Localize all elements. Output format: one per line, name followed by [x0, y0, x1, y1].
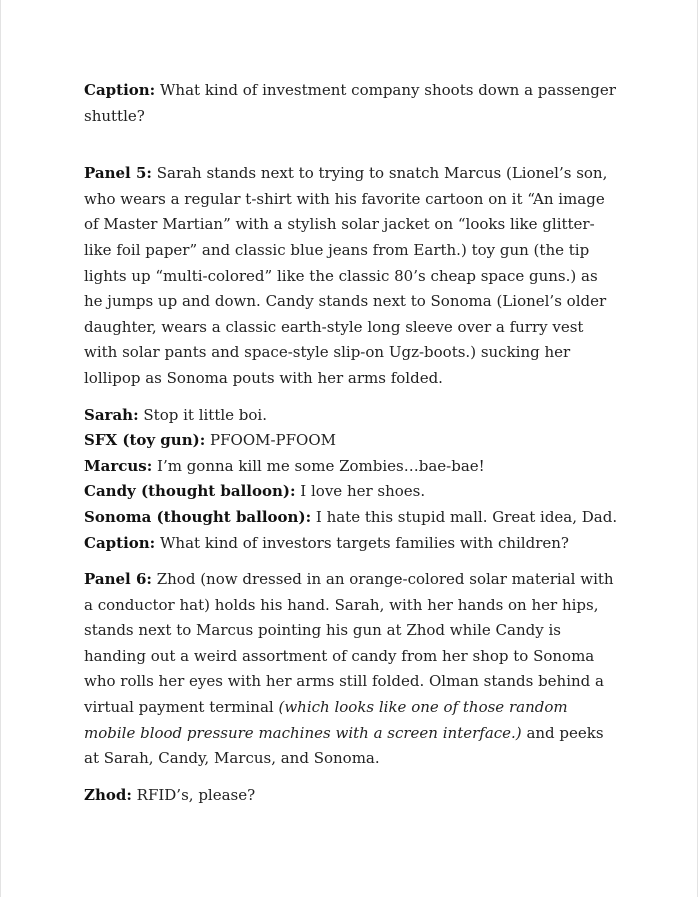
speaker-label: Marcus: [84, 456, 153, 475]
dialogue-text: I hate this stupid mall. Great idea, Dad. [311, 507, 618, 526]
caption-paragraph [84, 78, 618, 129]
dialogue-line [84, 783, 618, 809]
caption-label: Caption: [84, 81, 156, 99]
panel-6-italic-note: (which looks like one of those random mobile blood pressure machines with a screen interface.) [84, 698, 568, 742]
panel-5-label: Panel 5: [84, 164, 152, 183]
panel-6-label: Panel 6: [84, 570, 152, 589]
speaker-label: Candy (thought balloon): [84, 482, 296, 501]
panel-6-text-end: and peeks at Sarah, Candy, Marcus, and Sonoma. [84, 723, 604, 768]
caption-text: What kind of investment company shoots down a passenger shuttle? [84, 81, 616, 125]
speaker-label: SFX (toy gun): [84, 431, 206, 450]
dialogue-text: Stop it little boi. [138, 405, 267, 424]
script-body [84, 78, 618, 808]
panel-5-dialogue [84, 403, 618, 557]
dialogue-line [84, 428, 618, 454]
dialogue-text: RFID’s, please? [131, 785, 256, 804]
panel-6-text: Zhod (now dressed in an orange-colored solar material with a conductor hat) holds his hand. Sarah, with her hands on her hips, stands next to Marcus pointing his gun at Zhod while Candy is handing out a weird assortment of candy from her shop to Sonoma who rolls her eyes with her arms still folded. Olman stands behind a virtual payment terminal [84, 570, 614, 717]
dialogue-text: I love her shoes. [295, 482, 426, 501]
panel-6-paragraph [84, 567, 618, 772]
dialogue-text: PFOOM-PFOOM [205, 431, 336, 450]
speaker-label: Sarah: [84, 405, 139, 424]
caption-text: What kind of investors targets families with children? [155, 533, 569, 552]
dialogue-line [84, 479, 618, 505]
dialogue-line [84, 403, 618, 429]
dialogue-text: I’m gonna kill me some Zombies…bae-bae! [152, 456, 485, 475]
speaker-label: Sonoma (thought balloon): [84, 507, 312, 526]
caption-label: Caption: [84, 533, 156, 552]
panel-5-text: Sarah stands next to trying to snatch Marcus (Lionel’s son, who wears a regular t-shirt with his favorite cartoon on it “An image of Master Martian” with a stylish solar jacket on “looks like glitter-like foil paper” and classic blue jeans from Earth.) toy gun (the tip lights up “multi-colored” like the classic 80’s cheap space guns.) as he jumps up and down. Candy stands next to Sonoma (Lionel’s older daughter, wears a classic earth-style long sleeve over a furry vest with solar pants and space-style slip-on Ugz-boots.) sucking her lollipop as Sonoma pouts with her arms folded. [84, 164, 608, 387]
dialogue-line [84, 454, 618, 480]
panel-5-paragraph [84, 161, 618, 391]
speaker-label: Zhod: [84, 785, 132, 804]
dialogue-line [84, 505, 618, 556]
